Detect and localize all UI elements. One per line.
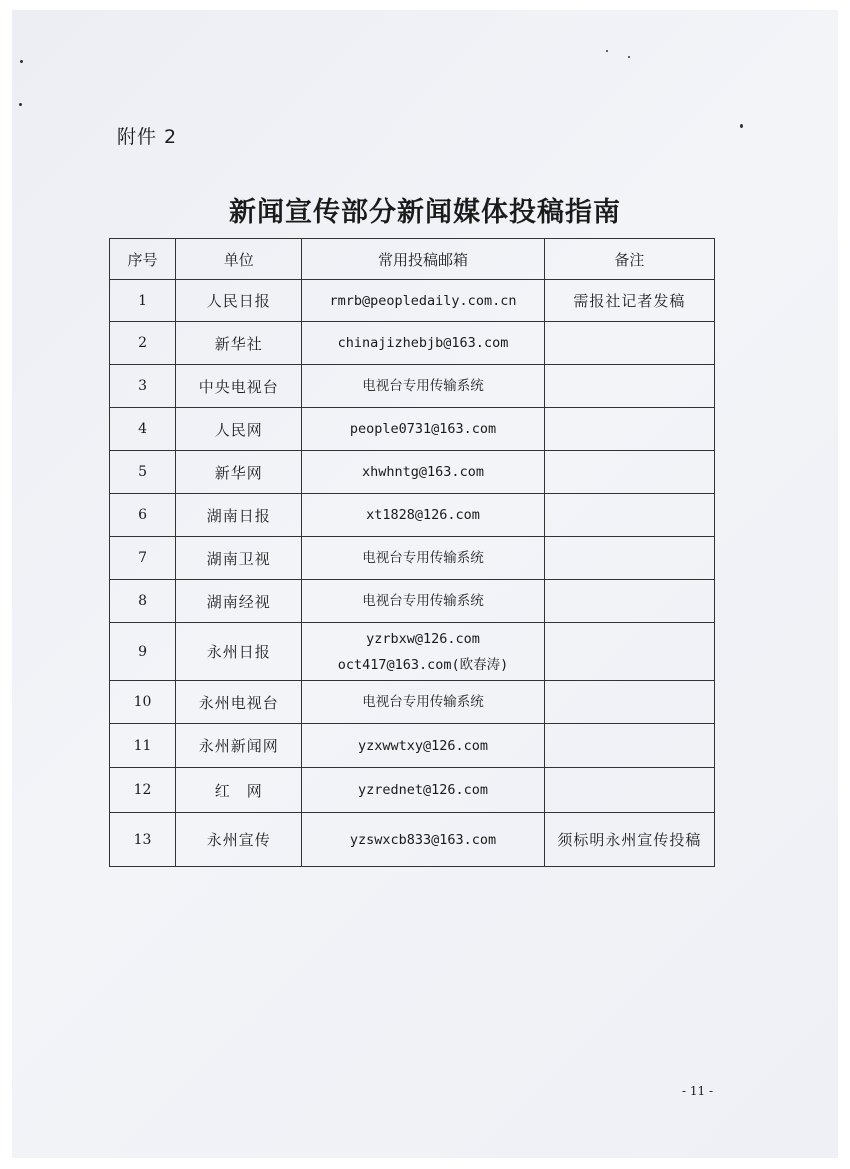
row-no: 3	[110, 365, 176, 408]
row-unit: 新华网	[176, 451, 302, 494]
row-email: 电视台专用传输系统	[302, 681, 544, 724]
row-email: yzrednet@126.com	[302, 768, 544, 813]
row-unit: 红 网	[176, 768, 302, 813]
row-note: 须标明永州宣传投稿	[544, 813, 714, 867]
scan-speck	[606, 50, 608, 52]
row-unit: 湖南日报	[176, 494, 302, 537]
row-unit: 永州电视台	[176, 681, 302, 724]
header-unit: 单位	[176, 239, 302, 280]
table-row	[110, 280, 715, 322]
row-no: 4	[110, 408, 176, 451]
row-email: 电视台专用传输系统	[302, 537, 544, 580]
row-email: people0731@163.com	[302, 408, 544, 451]
row-note	[544, 580, 714, 623]
row-email: 电视台专用传输系统	[302, 580, 544, 623]
row-no: 1	[110, 280, 176, 322]
row-email: xhwhntg@163.com	[302, 451, 544, 494]
scan-speck	[19, 103, 22, 106]
header-no: 序号	[110, 239, 176, 280]
row-note: 需报社记者发稿	[544, 280, 714, 322]
row-note	[544, 322, 714, 365]
row-no: 12	[110, 768, 176, 813]
row-email: chinajizhebjb@163.com	[302, 322, 544, 365]
row-no: 8	[110, 580, 176, 623]
row-no: 10	[110, 681, 176, 724]
row-unit: 人民网	[176, 408, 302, 451]
row-email: xt1828@126.com	[302, 494, 544, 537]
row-note	[544, 451, 714, 494]
table-row	[110, 322, 715, 365]
row-unit: 湖南卫视	[176, 537, 302, 580]
table-row	[110, 813, 715, 867]
table-row	[110, 623, 715, 681]
row-note	[544, 365, 714, 408]
header-email: 常用投稿邮箱	[302, 239, 544, 280]
row-unit: 永州宣传	[176, 813, 302, 867]
scan-speck	[20, 60, 23, 63]
header-note: 备注	[544, 239, 714, 280]
row-no: 13	[110, 813, 176, 867]
row-unit: 人民日报	[176, 280, 302, 322]
table-row	[110, 724, 715, 768]
row-unit: 永州新闻网	[176, 724, 302, 768]
table-header-row	[110, 239, 715, 280]
row-unit: 湖南经视	[176, 580, 302, 623]
row-note	[544, 768, 714, 813]
row-no: 2	[110, 322, 176, 365]
row-note	[544, 681, 714, 724]
table-row	[110, 681, 715, 724]
row-no: 5	[110, 451, 176, 494]
row-email: yzrbxw@126.com	[366, 630, 480, 647]
row-note	[544, 408, 714, 451]
page-number: - 11 -	[682, 1084, 714, 1098]
page-title: 新闻宣传部分新闻媒体投稿指南	[229, 197, 621, 228]
row-unit: 中央电视台	[176, 365, 302, 408]
row-note	[544, 537, 714, 580]
table-row	[110, 451, 715, 494]
table-row	[110, 408, 715, 451]
row-no: 6	[110, 494, 176, 537]
table-row	[110, 494, 715, 537]
row-note	[544, 724, 714, 768]
row-note	[544, 623, 714, 681]
row-email-secondary: oct417@163.com(欧春涛)	[337, 656, 509, 673]
row-email-multi	[302, 623, 544, 681]
table-row	[110, 365, 715, 408]
row-email: 电视台专用传输系统	[302, 365, 544, 408]
row-no: 9	[110, 623, 176, 681]
row-unit: 新华社	[176, 322, 302, 365]
table-row	[110, 768, 715, 813]
row-email: yzxwwtxy@126.com	[302, 724, 544, 768]
scan-speck	[628, 56, 630, 58]
attachment-label: 附件 2	[117, 126, 178, 148]
scan-speck	[740, 124, 743, 128]
table-row	[110, 580, 715, 623]
row-no: 7	[110, 537, 176, 580]
row-unit: 永州日报	[176, 623, 302, 681]
media-submission-table	[109, 238, 715, 867]
row-no: 11	[110, 724, 176, 768]
table-row	[110, 537, 715, 580]
row-email: rmrb@peopledaily.com.cn	[302, 280, 544, 322]
row-note	[544, 494, 714, 537]
row-email: yzswxcb833@163.com	[302, 813, 544, 867]
